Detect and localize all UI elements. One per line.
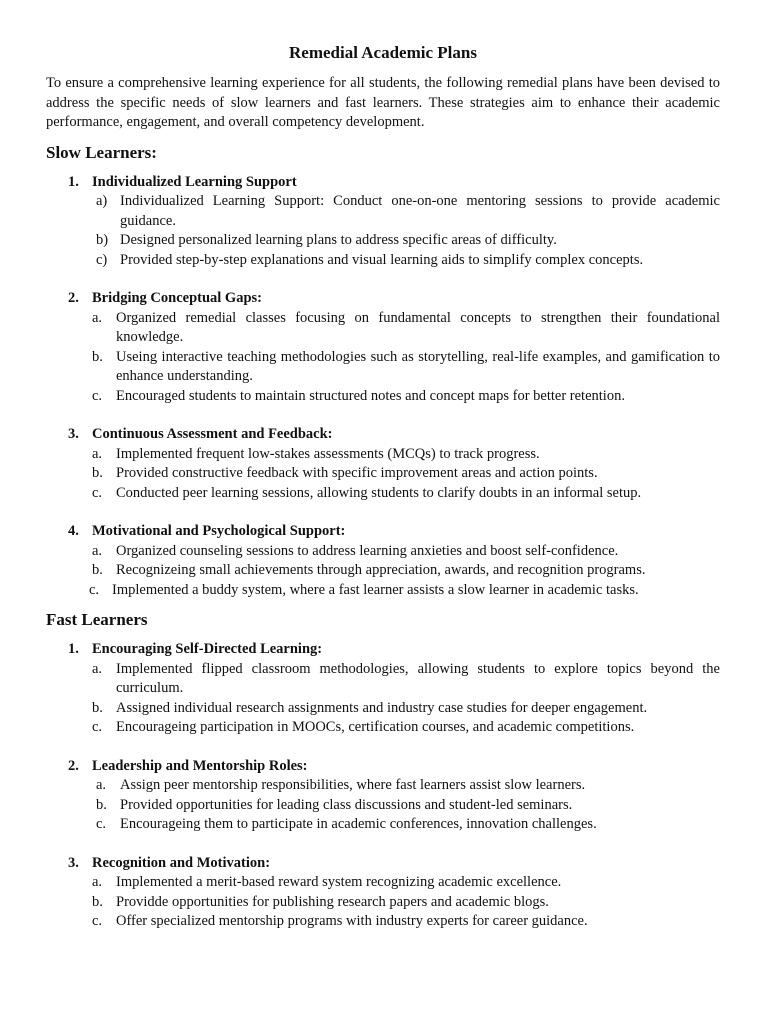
list-marker: b) [96, 232, 109, 248]
slow-group-4 [46, 522, 720, 600]
list-item [46, 561, 720, 581]
group-title: Motivational and Psychological Support: [92, 523, 346, 539]
group-number: 1. [68, 641, 79, 657]
list-item [46, 309, 720, 348]
list-item [46, 660, 720, 699]
list-item [46, 445, 720, 465]
list-item [46, 893, 720, 913]
group-heading [46, 757, 720, 777]
list-item-text: Implemented a merit-based reward system recognizing academic excellence. [116, 874, 562, 890]
list-marker: b. [92, 348, 103, 365]
list-item-text: Useing interactive teaching methodologies such as storytelling, real-life examples, and gamification to enhance understanding. [116, 348, 720, 384]
list-item [46, 387, 720, 407]
list-item-text: Conducted peer learning sessions, allowing students to clarify doubts in an informal setup. [116, 484, 642, 501]
group-number: 3. [68, 854, 79, 871]
group-title: Individualized Learning Support [92, 173, 297, 190]
list-marker: a. [96, 777, 107, 793]
list-item-text: Recognizeing small achievements through appreciation, awards, and recognition programs. [116, 562, 646, 578]
fast-group-2 [46, 757, 720, 835]
list-item-text: Providde opportunities for publishing research papers and academic blogs. [116, 893, 549, 910]
group-number: 1. [68, 173, 79, 190]
list-marker: c. [92, 484, 103, 501]
list-item [46, 912, 720, 932]
intro-paragraph: To ensure a comprehensive learning experience for all students, the following remedial plans have been devised to address the specific needs of slow learners and fast learners. These strategies aim to enhance their academic performance, engagement, and overall competency development. [46, 75, 720, 130]
list-item-text: Provided opportunities for leading class discussions and student-led seminars. [120, 796, 573, 813]
list-marker: a. [92, 309, 103, 326]
group-number: 4. [68, 523, 79, 539]
list-item-text: Implemented frequent low-stakes assessments (MCQs) to track progress. [116, 445, 540, 462]
group-heading [46, 289, 720, 309]
list-item-text: Implemented flipped classroom methodologies, allowing students to explore topics beyond the curriculum. [116, 660, 720, 696]
list-item [46, 581, 720, 601]
list-item [46, 718, 720, 738]
group-number: 2. [68, 290, 79, 306]
list-marker: a. [92, 445, 103, 462]
list-marker: b. [92, 562, 103, 578]
list-marker: b. [92, 465, 103, 481]
list-marker: a. [92, 542, 103, 559]
list-item-text: Individualized Learning Support: Conduct one-on-one mentoring sessions to provide academic guidance. [120, 193, 720, 229]
list-item [46, 796, 720, 816]
list-marker: c. [92, 913, 103, 929]
list-item-text: Encourageing participation in MOOCs, certification courses, and academic competitions. [116, 719, 635, 735]
document-page [46, 42, 720, 951]
list-marker: c. [96, 816, 107, 832]
list-item [46, 251, 720, 271]
list-item [46, 464, 720, 484]
list-marker: b. [92, 699, 103, 716]
group-heading [46, 854, 720, 874]
list-item-text: Organized remedial classes focusing on fundamental concepts to strengthen their foundational knowledge. [116, 309, 720, 345]
section-heading-fast-learners: Fast Learners [46, 610, 148, 629]
group-title: Encouraging Self-Directed Learning: [92, 641, 323, 657]
list-item-text: Designed personalized learning plans to address specific areas of difficulty. [120, 232, 557, 248]
list-item [46, 776, 720, 796]
group-title: Continuous Assessment and Feedback: [92, 426, 333, 442]
group-title: Recognition and Motivation: [92, 854, 271, 871]
list-item [46, 815, 720, 835]
list-item [46, 873, 720, 893]
group-number: 2. [68, 757, 79, 774]
list-item [46, 192, 720, 231]
list-item [46, 348, 720, 387]
list-item [46, 231, 720, 251]
page-title: Remedial Academic Plans [289, 43, 477, 62]
section-heading-slow-learners: Slow Learners: [46, 142, 157, 162]
list-item-text: Organized counseling sessions to address learning anxieties and boost self-confidence. [116, 542, 619, 559]
list-item-text: Provided step-by-step explanations and visual learning aids to simplify complex concepts. [120, 251, 644, 268]
list-marker: a. [92, 660, 103, 677]
list-item [46, 699, 720, 719]
list-item-text: Assigned individual research assignments and industry case studies for deeper engagement. [116, 699, 648, 716]
group-heading [46, 640, 720, 660]
list-item-text: Offer specialized mentorship programs with industry experts for career guidance. [116, 913, 588, 929]
group-number: 3. [68, 426, 79, 442]
list-marker: a) [96, 193, 108, 209]
list-marker: c. [89, 581, 100, 598]
slow-group-2 [46, 289, 720, 406]
group-title: Bridging Conceptual Gaps: [92, 290, 262, 306]
fast-group-3 [46, 854, 720, 932]
slow-group-1 [46, 173, 720, 271]
list-item [46, 542, 720, 562]
slow-group-3 [46, 425, 720, 503]
list-item [46, 484, 720, 504]
list-marker: c) [96, 251, 108, 268]
group-title: Leadership and Mentorship Roles: [92, 757, 308, 774]
list-marker: c. [92, 719, 103, 735]
list-item-text: Assign peer mentorship responsibilities, where fast learners assist slow learners. [120, 777, 586, 793]
list-marker: b. [96, 796, 107, 813]
list-marker: a. [92, 874, 103, 890]
fast-group-1 [46, 640, 720, 738]
list-marker: c. [92, 387, 103, 404]
list-item-text: Implemented a buddy system, where a fast learner assists a slow learner in academic tasks. [112, 581, 639, 598]
group-heading [46, 425, 720, 445]
group-heading [46, 522, 720, 542]
list-item-text: Provided constructive feedback with specific improvement areas and action points. [116, 465, 598, 481]
list-item-text: Encourageing them to participate in academic conferences, innovation challenges. [120, 816, 597, 832]
list-item-text: Encouraged students to maintain structured notes and concept maps for better retention. [116, 387, 625, 404]
list-marker: b. [92, 893, 103, 910]
group-heading [46, 173, 720, 193]
